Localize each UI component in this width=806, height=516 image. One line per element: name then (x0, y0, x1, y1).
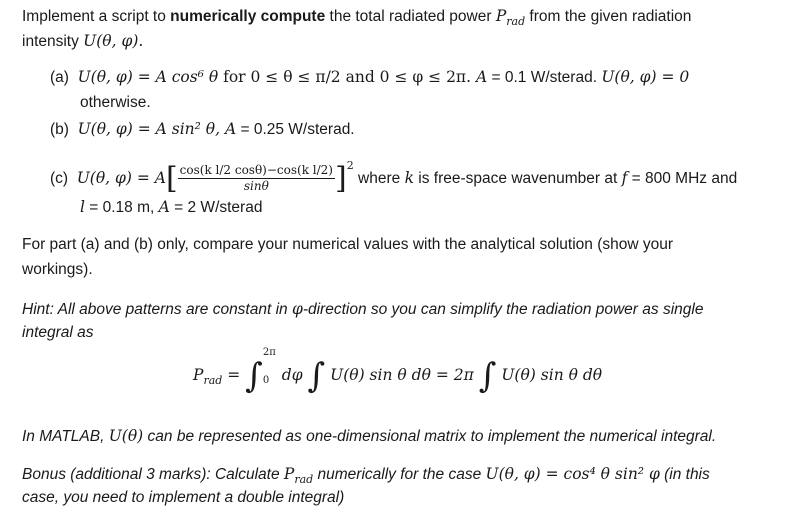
part-c-equation: U(θ, φ) = A (76, 169, 166, 187)
fraction-denominator: sinθ (243, 179, 269, 194)
prad-symbol: P (495, 7, 507, 25)
intro-bold: numerically compute (170, 8, 326, 25)
formula-p: P (193, 366, 204, 384)
integral-limits (262, 346, 277, 388)
part-a-otherwise: otherwise. (80, 94, 151, 111)
part-c-fraction (178, 163, 335, 194)
part-c-exponent: 2 (346, 159, 354, 172)
intro-text-2: the total radiated power (325, 8, 496, 25)
hint-line-2: integral as (22, 324, 94, 341)
formula-end: U(θ) sin θ dθ (496, 366, 603, 384)
bonus-equation: U(θ, φ) = cos⁴ θ sin² φ (485, 465, 660, 483)
compare-line-2: workings). (22, 261, 93, 278)
intro-text-4: intensity (22, 33, 84, 50)
intro-line-1 (22, 6, 691, 32)
bonus-line-1 (22, 464, 710, 490)
f-symbol: f (621, 169, 628, 187)
integral-sign-3: ∫ (478, 355, 497, 396)
l-value: = 0.18 m, (84, 199, 159, 216)
a-symbol: A (158, 198, 170, 216)
part-a-otherwise-eq: U(θ, φ) = 0 (601, 68, 690, 86)
hint-phi: φ (291, 300, 303, 318)
matlab-text-2: can be represented as one-dimensional matrix to implement the numerical integral. (143, 428, 717, 445)
part-c-line-2 (80, 197, 262, 218)
part-a-line-2 (80, 93, 151, 113)
compare-line-1: For part (a) and (b) only, compare your numerical values with the analytical solution (show your (22, 236, 673, 253)
part-a-range: for 0 ≤ θ ≤ π/2 and 0 ≤ φ ≤ 2π. (218, 68, 476, 86)
matlab-line (22, 426, 716, 447)
part-b (50, 119, 355, 140)
hint-line-1 (22, 299, 703, 320)
part-c-text: where (353, 170, 405, 187)
bonus-text: Bonus (additional 3 marks): Calculate (22, 466, 284, 483)
intro-text: Implement a script to (22, 8, 171, 25)
matlab-u: U(θ) (108, 427, 144, 445)
part-c-freq: = 800 MHz and (627, 170, 738, 187)
intro-line-2 (22, 31, 143, 52)
formula-dphi: dφ (276, 366, 308, 384)
bonus-line-2: case, you need to implement a double integral) (22, 489, 345, 506)
bonus-p: P (283, 465, 295, 483)
part-b-value: = 0.25 W/sterad. (236, 121, 355, 138)
part-a-value: = 0.1 W/sterad. (487, 69, 602, 86)
part-a-label: (a) (50, 69, 69, 86)
bonus-psub: rad (294, 473, 314, 487)
formula-middle: U(θ) sin θ dθ = 2π (325, 366, 479, 384)
part-b-label: (b) (50, 121, 69, 138)
bonus-text-3: (in this (659, 466, 710, 483)
l-symbol: l (80, 198, 85, 216)
prad-subscript: rad (506, 15, 526, 29)
part-c (50, 148, 737, 197)
integral-sign-2: ∫ (307, 355, 326, 396)
part-b-equation: U(θ, φ) = A sin² θ, A (77, 120, 237, 138)
part-a-line-1 (50, 67, 689, 88)
integral-sign-1: ∫ (245, 355, 263, 396)
k-symbol: k (404, 169, 414, 187)
part-c-text-2: is free-space wavenumber at (413, 170, 622, 187)
part-a-equation: U(θ, φ) = A cos⁶ θ (77, 68, 219, 86)
left-bracket: [ (165, 160, 178, 196)
right-bracket: ] (335, 160, 347, 196)
a-value: = 2 W/sterad (169, 199, 263, 216)
power-formula (193, 345, 602, 411)
part-a-a: A (475, 68, 488, 86)
integral-upper: 2π (262, 346, 276, 358)
hint-text: Hint: All above patterns are constant in (22, 301, 292, 318)
formula-psub: rad (203, 374, 223, 388)
matlab-text: In MATLAB, (22, 428, 109, 445)
bonus-text-2: numerically for the case (313, 466, 486, 483)
integral-lower: 0 (262, 374, 270, 386)
fraction-numerator: cos(k l/2 cosθ)−cos(k l/2) (179, 163, 333, 178)
part-c-label: (c) (50, 170, 69, 187)
hint-text-2: -direction so you can simplify the radiation power as single (302, 301, 704, 318)
formula-equals: = (222, 366, 246, 384)
intro-text-3: from the given radiation (525, 8, 692, 25)
intro-u: U(θ, φ). (83, 32, 144, 50)
